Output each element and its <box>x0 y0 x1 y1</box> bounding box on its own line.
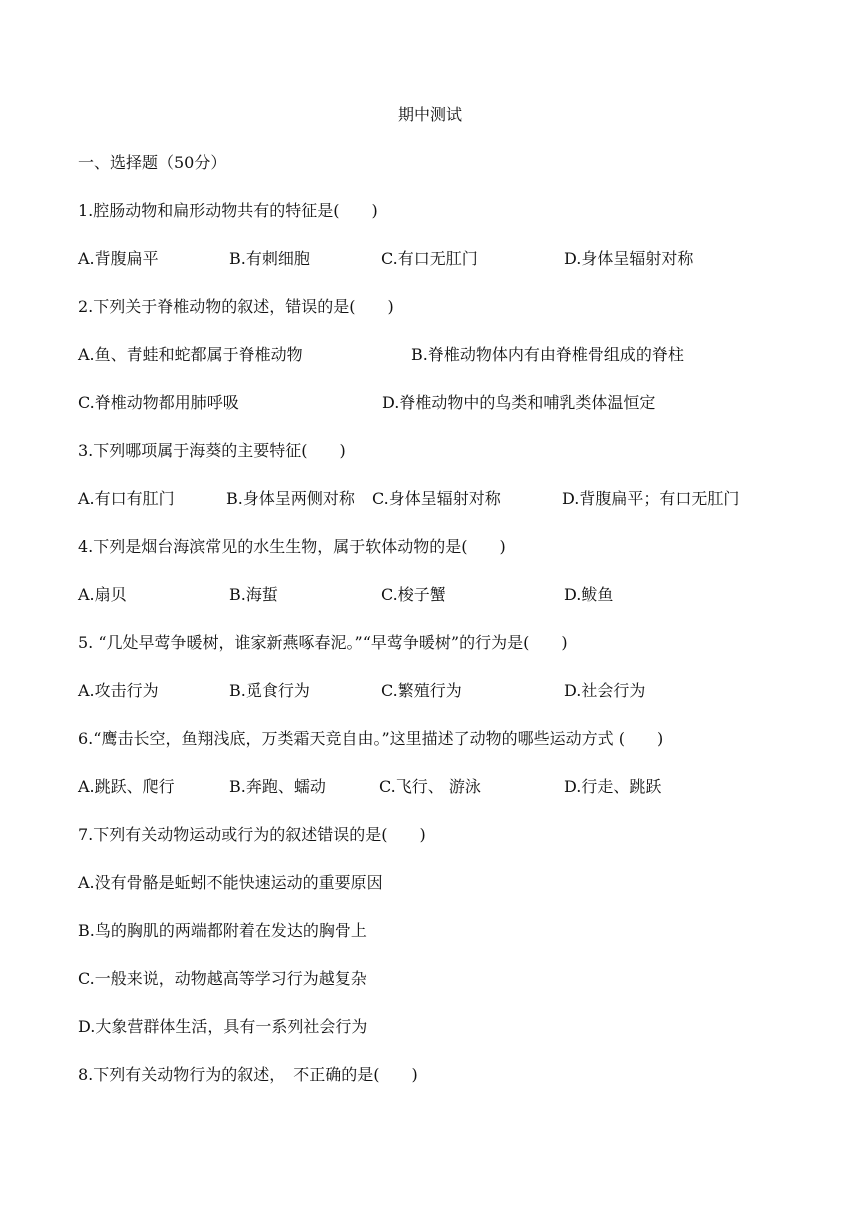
question-4-option-a: A.扇贝 <box>78 585 127 604</box>
question-6-option-b: B.奔跑、蠕动 <box>229 777 326 796</box>
question-5-option-d: D.社会行为 <box>564 681 646 700</box>
question-3-stem: 3.下列哪项属于海葵的主要特征( ) <box>78 441 346 460</box>
question-1-option-d: D.身体呈辐射对称 <box>564 249 694 268</box>
question-7-option-d: D.大象营群体生活，具有一系列社会行为 <box>78 1017 368 1036</box>
question-8-stem: 8.下列有关动物行为的叙述， 不正确的是( ) <box>78 1065 418 1084</box>
question-5-option-c: C.繁殖行为 <box>381 681 462 700</box>
question-7-option-a: A.没有骨骼是蚯蚓不能快速运动的重要原因 <box>78 873 383 892</box>
question-4-stem: 4.下列是烟台海滨常见的水生生物，属于软体动物的是( ) <box>78 537 506 556</box>
question-1-option-b: B.有刺细胞 <box>229 249 310 268</box>
question-4-option-d: D.鲅鱼 <box>564 585 614 604</box>
question-6-option-c: C.飞行、 游泳 <box>379 777 481 796</box>
question-1-option-a: A.背腹扁平 <box>78 249 159 268</box>
question-3-option-b: B.身体呈两侧对称 <box>226 489 355 508</box>
question-4-option-b: B.海蜇 <box>229 585 278 604</box>
question-7-stem: 7.下列有关动物运动或行为的叙述错误的是( ) <box>78 825 426 844</box>
question-4-option-c: C.梭子蟹 <box>381 585 446 604</box>
section-heading: 一、选择题（50分） <box>78 153 227 172</box>
question-7-option-c: C.一般来说，动物越高等学习行为越复杂 <box>78 969 367 988</box>
question-3-option-a: A.有口有肛门 <box>78 489 175 508</box>
question-7-option-b: B.鸟的胸肌的两端都附着在发达的胸骨上 <box>78 921 367 940</box>
question-5-stem: 5. “几处早莺争暖树，谁家新燕啄春泥。”“早莺争暖树”的行为是( ) <box>78 633 568 652</box>
question-2-option-c: C.脊椎动物都用肺呼吸 <box>78 393 239 412</box>
question-6-option-d: D.行走、跳跃 <box>564 777 662 796</box>
question-5-option-a: A.攻击行为 <box>78 681 159 700</box>
question-3-option-c: C.身体呈辐射对称 <box>372 489 501 508</box>
question-2-option-b: B.脊椎动物体内有由脊椎骨组成的脊柱 <box>411 345 684 364</box>
question-5-option-b: B.觅食行为 <box>229 681 310 700</box>
page-title: 期中测试 <box>397 105 462 124</box>
question-2-option-a: A.鱼、青蛙和蛇都属于脊椎动物 <box>78 345 303 364</box>
question-2-stem: 2.下列关于脊椎动物的叙述，错误的是( ) <box>78 297 394 316</box>
question-3-option-d: D.背腹扁平；有口无肛门 <box>562 489 740 508</box>
question-1-stem: 1.腔肠动物和扁形动物共有的特征是( ) <box>78 201 378 220</box>
question-2-option-d: D.脊椎动物中的鸟类和哺乳类体温恒定 <box>382 393 656 412</box>
question-6-stem: 6.“鹰击长空，鱼翔浅底，万类霜天竞自由。”这里描述了动物的哪些运动方式 ( ) <box>78 729 664 748</box>
question-6-option-a: A.跳跃、爬行 <box>78 777 175 796</box>
question-1-option-c: C.有口无肛门 <box>381 249 478 268</box>
